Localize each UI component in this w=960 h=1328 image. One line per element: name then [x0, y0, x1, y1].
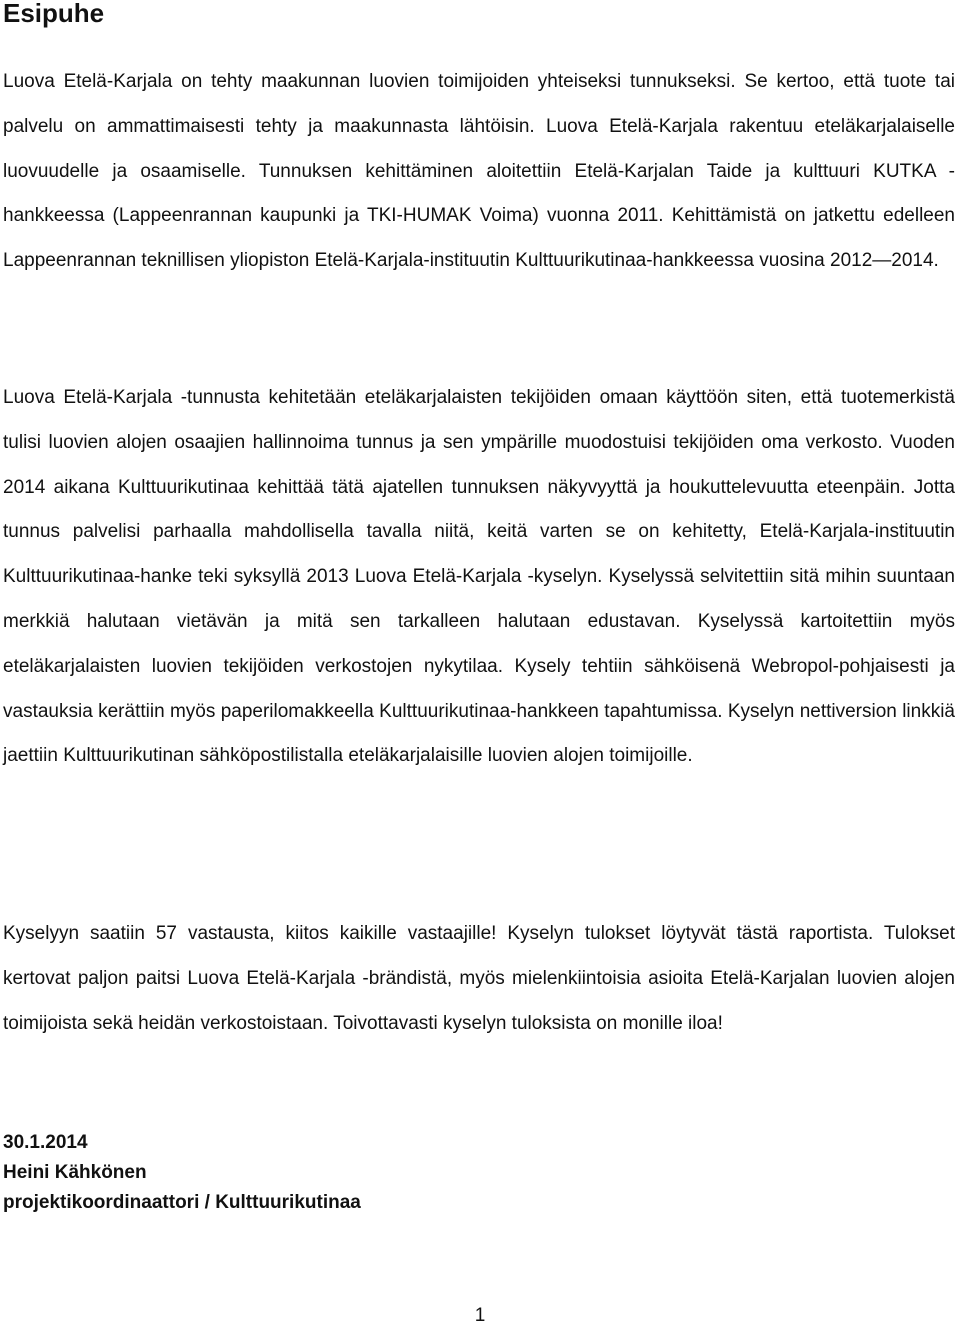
- signature-role: projektikoordinaattori / Kulttuurikutinaa: [3, 1192, 361, 1213]
- page-title: Esipuhe: [3, 0, 105, 28]
- signature-name: Heini Kähkönen: [3, 1162, 147, 1183]
- signature-date: 30.1.2014: [3, 1132, 88, 1153]
- paragraph-survey: Luova Etelä-Karjala -tunnusta kehitetään eteläkarjalaisten tekijöiden omaan käyttöön siten, että tuotemerkistä tulisi luovien alojen osaajien hallinnoima tunnus ja sen ympärille muodostuisi tekijöiden oma verkosto. Vuoden 2014 aikana Kulttuurikutinaa kehittää tätä ajatellen tunnuksen näkyvyyttä ja houkuttelevuutta eteenpäin. Jotta tunnus palvelisi parhaalla mahdollisella tavalla niitä, keitä varten se on kehitetty, Etelä-Karjala-instituutin Kulttuurikutinaa-hanke teki syksyllä 2013 Luova Etelä-Karjala -kyselyn. Kyselyssä selvitettiin sitä mihin suuntaan merkkiä halutaan vietävän ja mitä sen tarkalleen halutaan edustavan. Kyselyssä kartoitettiin myös eteläkarjalaisten luovien tekijöiden verkostojen nykytilaa. Kysely tehtiin sähköisenä Webropol-pohjaisesti ja vastauksia kerättiin myös paperilomakkeella Kulttuurikutinaa-hankkeen tapahtumissa. Kyselyn nettiversion linkkiä jaettiin Kulttuurikutinan sähköpostilistalla eteläkarjalaisille luovien alojen toimijoille.: [3, 387, 955, 767]
- paragraph-intro: Luova Etelä-Karjala on tehty maakunnan luovien toimijoiden yhteiseksi tunnukseksi. Se kertoo, että tuote tai palvelu on ammattimaisesti tehty ja maakunnasta lähtöisin. Luova Etelä-Karjala rakentuu eteläkarjalaiselle luovuudelle ja osaamiselle. Tunnuksen kehittäminen aloitettiin Etelä-Karjalan Taide ja kulttuuri KUTKA -hankkeessa (Lappeenrannan kaupunki ja TKI-HUMAK Voima) vuonna 2011. Kehittämistä on jatkettu edelleen Lappeenrannan teknillisen yliopiston Etelä-Karjala-instituutin Kulttuurikutinaa-hankkeessa vuosina 2012—2014.: [3, 71, 955, 272]
- page-number: 1: [474, 1305, 486, 1326]
- paragraph-results: Kyselyyn saatiin 57 vastausta, kiitos kaikille vastaajille! Kyselyn tulokset löytyvät tästä raportista. Tulokset kertovat paljon paitsi Luova Etelä-Karjala -brändistä, myös mielenkiintoisia asioita Etelä-Karjalan luovien alojen toimijoista sekä heidän verkostoistaan. Toivottavasti kyselyn tuloksista on monille iloa!: [3, 923, 955, 1034]
